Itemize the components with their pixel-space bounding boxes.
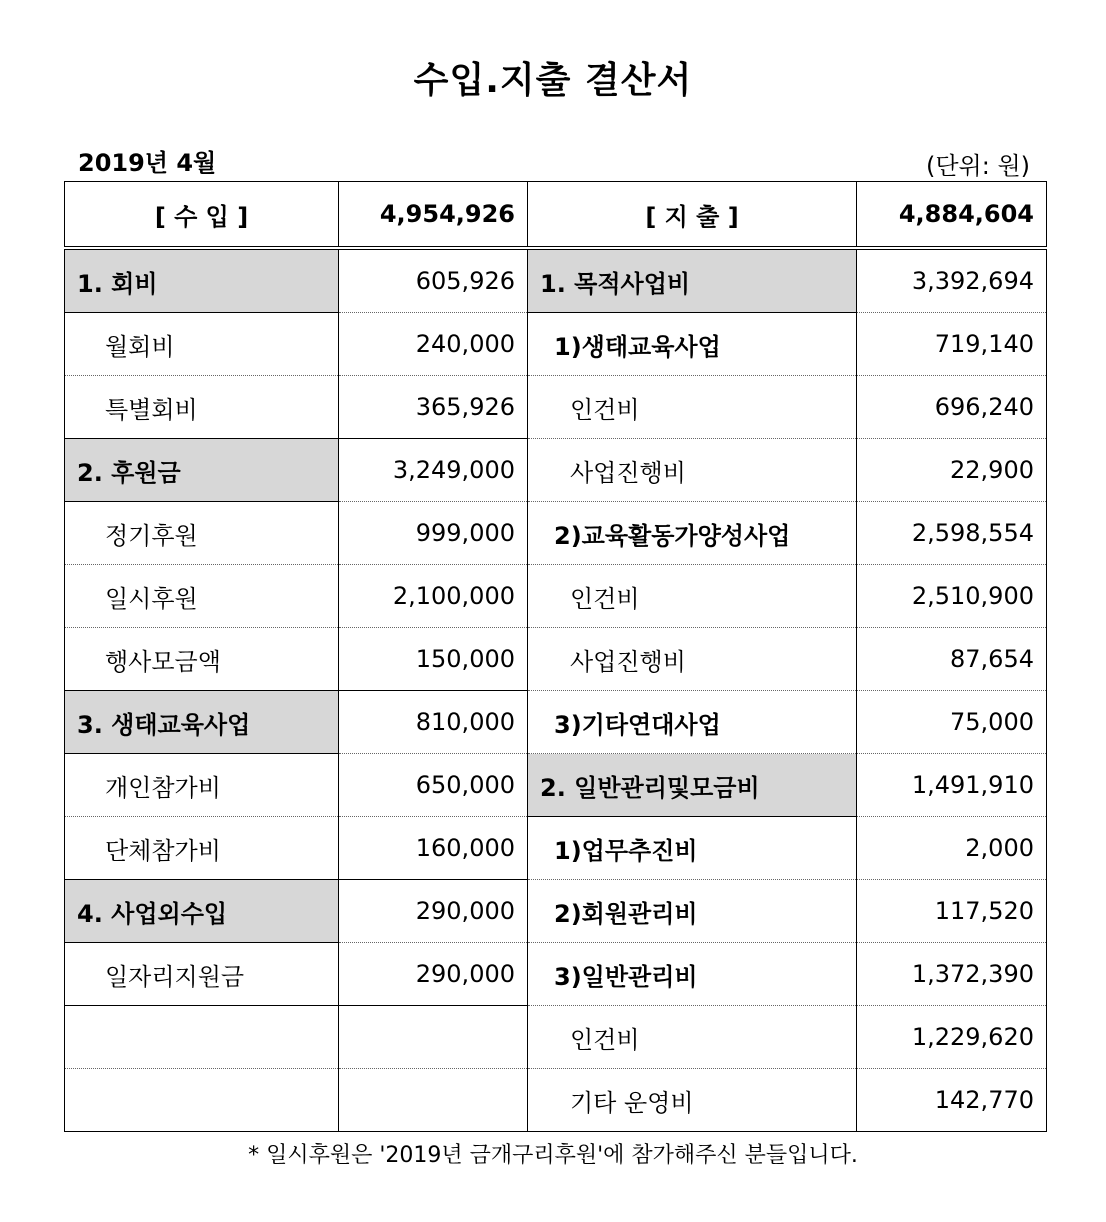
- expense-section-label: 2. 일반관리및모금비: [528, 754, 857, 817]
- expense-group-value: 1,372,390: [857, 943, 1047, 1006]
- income-item-value: 150,000: [339, 628, 528, 691]
- income-item-value: 2,100,000: [339, 565, 528, 628]
- expense-item-value: 2,510,900: [857, 565, 1047, 628]
- income-section-label: 2. 후원금: [65, 439, 339, 502]
- table-row: [65, 1006, 1047, 1069]
- expense-group-label: 3)일반관리비: [528, 943, 857, 1006]
- income-item-label: 단체참가비: [65, 817, 339, 880]
- income-item-label: 일자리지원금: [65, 943, 339, 1006]
- expense-section-value: 3,392,694: [857, 248, 1047, 313]
- expense-group-label: 1)생태교육사업: [528, 313, 857, 376]
- expense-item-value: 142,770: [857, 1069, 1047, 1132]
- settlement-table: [64, 181, 1047, 1132]
- expense-item-value: 696,240: [857, 376, 1047, 439]
- income-item-value: [339, 1069, 528, 1132]
- income-total: 4,954,926: [339, 182, 528, 249]
- table-row: [65, 565, 1047, 628]
- income-item-label: [65, 1069, 339, 1132]
- unit-label: (단위: 원): [926, 152, 1030, 180]
- table-row: [65, 754, 1047, 817]
- table-row: [65, 1069, 1047, 1132]
- income-item-label: 월회비: [65, 313, 339, 376]
- expense-header: [ 지 출 ]: [528, 182, 857, 249]
- expense-item-label: 인건비: [528, 1006, 857, 1069]
- income-section-value: 810,000: [339, 691, 528, 754]
- table-row: [65, 691, 1047, 754]
- expense-group-value: 719,140: [857, 313, 1047, 376]
- table-row: [65, 502, 1047, 565]
- income-item-label: 일시후원: [65, 565, 339, 628]
- page-title: 수입.지출 결산서: [413, 60, 693, 101]
- income-item-label: 개인참가비: [65, 754, 339, 817]
- table-row: [65, 943, 1047, 1006]
- expense-item-label: 인건비: [528, 565, 857, 628]
- table-row: [65, 880, 1047, 943]
- income-item-label: 행사모금액: [65, 628, 339, 691]
- expense-group-value: 117,520: [857, 880, 1047, 943]
- table-header-row: [65, 182, 1047, 249]
- expense-item-label: 기타 운영비: [528, 1069, 857, 1132]
- income-section-value: 605,926: [339, 248, 528, 313]
- expense-group-label: 2)교육활동가양성사업: [528, 502, 857, 565]
- income-item-label: [65, 1006, 339, 1069]
- income-item-label: 특별회비: [65, 376, 339, 439]
- expense-total: 4,884,604: [857, 182, 1047, 249]
- income-item-value: 290,000: [339, 943, 528, 1006]
- income-header: [ 수 입 ]: [65, 182, 339, 249]
- income-item-value: 160,000: [339, 817, 528, 880]
- expense-group-label: 1)업무추진비: [528, 817, 857, 880]
- expense-section-label: 1. 목적사업비: [528, 248, 857, 313]
- income-item-value: 999,000: [339, 502, 528, 565]
- table-row: [65, 376, 1047, 439]
- expense-item-value: 1,229,620: [857, 1006, 1047, 1069]
- income-section-value: 290,000: [339, 880, 528, 943]
- income-section-value: 3,249,000: [339, 439, 528, 502]
- report-period: 2019년 4월: [78, 149, 217, 177]
- expense-group-value: 2,000: [857, 817, 1047, 880]
- footnote: * 일시후원은 '2019년 금개구리후원'에 참가해주신 분들입니다.: [248, 1143, 858, 1168]
- expense-group-label: 3)기타연대사업: [528, 691, 857, 754]
- table-row: [65, 439, 1047, 502]
- expense-item-label: 인건비: [528, 376, 857, 439]
- table-row: [65, 313, 1047, 376]
- income-item-label: 정기후원: [65, 502, 339, 565]
- expense-item-label: 사업진행비: [528, 628, 857, 691]
- expense-item-value: 87,654: [857, 628, 1047, 691]
- table-row: [65, 248, 1047, 313]
- expense-item-label: 사업진행비: [528, 439, 857, 502]
- expense-section-value: 1,491,910: [857, 754, 1047, 817]
- income-section-label: 1. 회비: [65, 248, 339, 313]
- expense-group-value: 2,598,554: [857, 502, 1047, 565]
- table-row: [65, 628, 1047, 691]
- expense-item-value: 22,900: [857, 439, 1047, 502]
- income-item-value: [339, 1006, 528, 1069]
- income-item-value: 240,000: [339, 313, 528, 376]
- income-item-value: 365,926: [339, 376, 528, 439]
- expense-group-label: 2)회원관리비: [528, 880, 857, 943]
- expense-group-value: 75,000: [857, 691, 1047, 754]
- income-section-label: 4. 사업외수입: [65, 880, 339, 943]
- table-row: [65, 817, 1047, 880]
- income-item-value: 650,000: [339, 754, 528, 817]
- income-section-label: 3. 생태교육사업: [65, 691, 339, 754]
